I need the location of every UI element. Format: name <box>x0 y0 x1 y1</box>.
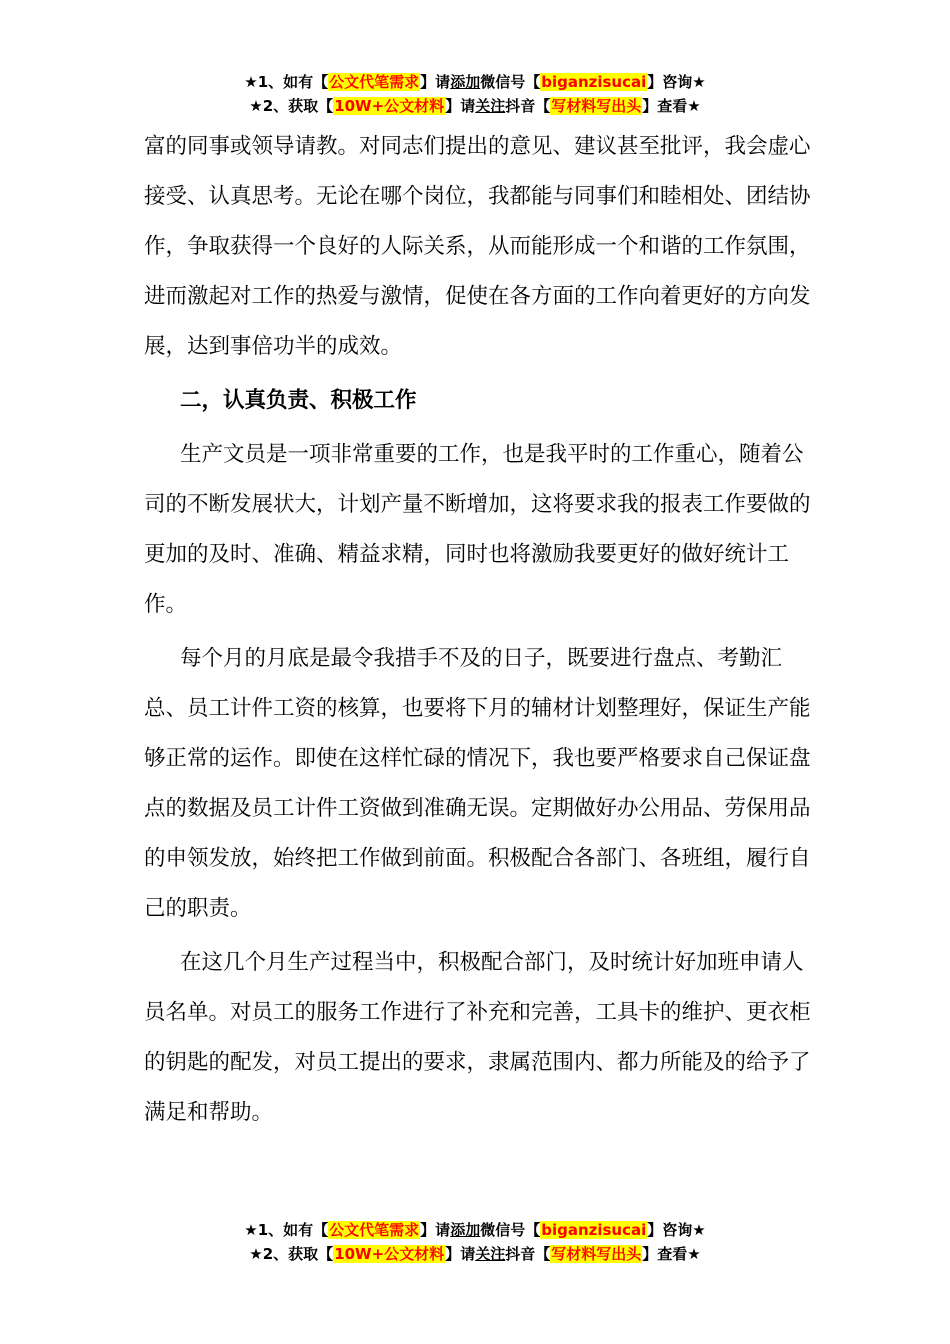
banner-text: 】咨询★ <box>647 73 706 91</box>
section-heading: 二，认真负责、积极工作 <box>180 388 417 413</box>
banner-text: 】请 <box>420 73 451 91</box>
banner-line-1 <box>0 70 950 94</box>
highlight-text: 公文代笔需求 <box>329 1221 420 1239</box>
banner-text: ★1、如有【 <box>244 73 329 91</box>
highlight-text: 公文代笔需求 <box>329 73 420 91</box>
document-body <box>144 122 824 1138</box>
header-banner <box>0 70 950 118</box>
banner-text: 】请 <box>445 1245 476 1263</box>
banner-text: 】咨询★ <box>647 1221 706 1239</box>
banner-text: 微信号【 <box>480 1221 541 1239</box>
banner-line-2 <box>0 94 950 118</box>
footer-banner <box>0 1218 950 1266</box>
banner-text: 】请 <box>420 1221 451 1239</box>
banner-text: 微信号【 <box>480 73 541 91</box>
highlight-text: 10W+公文材料 <box>334 1245 445 1263</box>
highlight-text: 写材料写出头 <box>551 1245 642 1263</box>
banner-text: 】查看★ <box>642 97 701 115</box>
paragraph: 每个月的月底是最令我措手不及的日子，既要进行盘点、考勤汇总、员工计件工资的核算，也要将下月的辅材计划整理好，保证生产能够正常的运作。即使在这样忙碌的情况下，我也要严格要求自己保证盘点的数据及员工计件工资做到准确无误。定期做好办公用品、劳保用品的申领发放，始终把工作做到前面。积极配合各部门、各班组，履行自己的职责。 <box>144 646 811 921</box>
highlight-text: biganzisucai <box>541 1221 647 1239</box>
banner-line-1 <box>0 1218 950 1242</box>
banner-text: ★2、获取【 <box>249 97 334 115</box>
highlight-text: 写材料写出头 <box>551 97 642 115</box>
paragraph: 富的同事或领导请教。对同志们提出的意见、建议甚至批评，我会虚心接受、认真思考。无论在哪个岗位，我都能与同事们和睦相处、团结协作，争取获得一个良好的人际关系，从而能形成一个和谐的工作氛围，进而激起对工作的热爱与激情，促使在各方面的工作向着更好的方向发展，达到事倍功半的成效。 <box>144 134 811 359</box>
highlight-text: 10W+公文材料 <box>334 97 445 115</box>
banner-text: ★2、获取【 <box>249 1245 334 1263</box>
banner-text: 】查看★ <box>642 1245 701 1263</box>
banner-text: 抖音【 <box>505 1245 551 1263</box>
underlined-text: 关注 <box>475 1245 506 1263</box>
underlined-text: 关注 <box>475 97 506 115</box>
paragraph: 生产文员是一项非常重要的工作，也是我平时的工作重心，随着公司的不断发展状大，计划产量不断增加，这将要求我的报表工作要做的更加的及时、准确、精益求精，同时也将激励我要更好的做好统计工作。 <box>144 442 811 617</box>
banner-line-2 <box>0 1242 950 1266</box>
underlined-text: 添加 <box>450 1221 481 1239</box>
highlight-text: biganzisucai <box>541 73 647 91</box>
banner-text: ★1、如有【 <box>244 1221 329 1239</box>
banner-text: 】请 <box>445 97 476 115</box>
banner-text: 抖音【 <box>505 97 551 115</box>
underlined-text: 添加 <box>450 73 481 91</box>
paragraph: 在这几个月生产过程当中，积极配合部门，及时统计好加班申请人员名单。对员工的服务工作进行了补充和完善，工具卡的维护、更衣柜的钥匙的配发，对员工提出的要求，隶属范围内、都力所能及的给予了满足和帮助。 <box>144 950 811 1125</box>
